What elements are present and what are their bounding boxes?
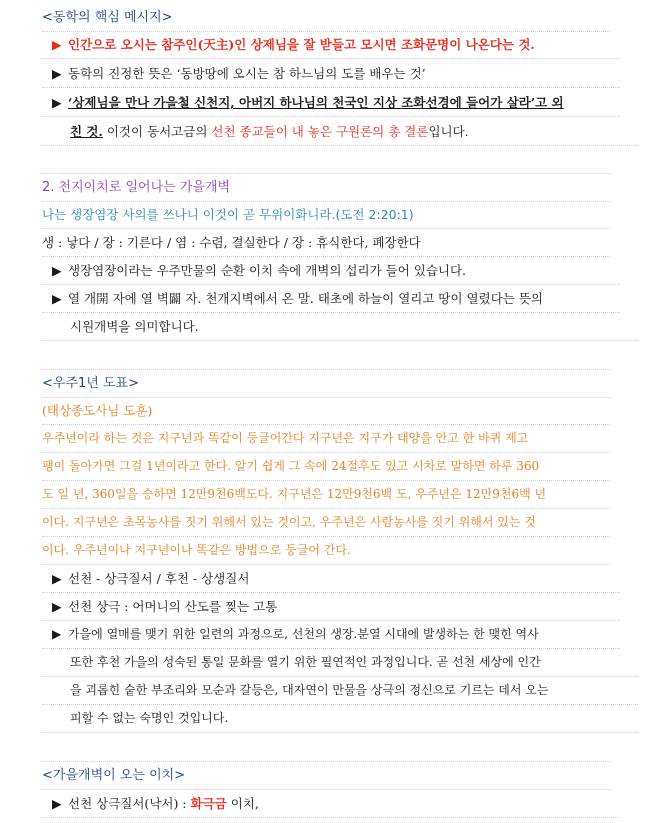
core-message-title: <동학의 핵심 메시지> [42,4,610,32]
bullet-arrow-icon: ▶ [52,37,62,52]
bullet-arrow-icon: ▶ [52,95,62,110]
cosmic-year-paragraph-line: 이다. 지구년은 초목농사를 짓기 위해서 있는 것이고, 우주년은 사람농사를 짓기 위해서 있는 것 [42,509,610,537]
spacer [42,733,610,762]
cosmic-year-paragraph-line: 우주년이라 하는 것은 지구년과 똑같이 둥글어간다 지구년은 지구가 태양을 안고 한 바퀴 제고 [42,425,610,453]
bullet-arrow-icon: ▶ [52,291,62,306]
cosmic-item-3-continued: 피할 수 없는 숙명인 것입니다. [42,705,638,733]
bullet-arrow-icon: ▶ [52,599,62,614]
cosmic-item-2: ▶ 선천 상극 : 어머니의 산도를 찢는 고통 [42,593,620,621]
bullet-arrow-icon: ▶ [52,263,62,278]
cosmic-item-3: ▶ 가을에 열매를 맺기 위한 일련의 과정으로, 선천의 생장.분열 시대에 발생하는 한 맺힌 역사 [42,621,620,649]
autumn-opening-title: 2. 천지이치로 일어나는 가을개벽 [42,174,610,202]
bullet-arrow-icon: ▶ [52,571,62,586]
cosmic-item-3-continued: 을 괴롭힌 숱한 부조리와 모순과 갈등은, 대자연이 만물을 상극의 정신으로 기르는 데서 오는 [42,677,638,705]
cosmic-year-paragraph-line: 팽이 돌아가면 그걸 1년이라고 한다. 알기 쉽게 그 속에 24절후도 있고 시차로 말하면 하루 360 [42,453,610,481]
spacer [42,341,610,370]
heaven-item-2: ▶ 열 개開 자에 열 벽闢 자. 천개지벽에서 온 말. 태초에 하늘이 열리고 땅이 열렸다는 뜻의 [42,285,620,313]
cosmic-item-1: ▶ 선천 - 상극질서 / 후천 - 상생질서 [42,565,620,593]
core-item-2: ▶ 동학의 진정한 뜻은 ‘동방땅에 오시는 참 하느님의 도를 배우는 것’ [42,60,620,88]
autumn-item-1: ▶ 선천 상극질서(낙서) : 화극금 이치, [42,790,620,818]
cosmic-item-3-continued: 또한 후천 가을의 성숙된 통일 문화를 열기 위한 필연적인 과정입니다. 곧 선천 세상에 인간 [42,649,638,677]
spacer [42,146,610,174]
heaven-item-2-continued: 시원개벽을 의미합니다. [42,313,638,341]
bullet-arrow-icon: ▶ [52,796,62,811]
cosmic-year-source: (태상종도사님 도훈) [42,397,610,425]
cosmic-year-paragraph-line: 도 일 년, 360일을 승하면 12만9천6백도다. 지구년은 12만9천6백 도, 우주년은 12만9천6백 년 [42,481,610,509]
cosmic-year-title: <우주1년 도표> [42,370,610,398]
saengjang-definition: 생 : 낳다 / 장 : 기른다 / 염 : 수렴, 결실한다 / 장 : 휴식한다, 폐장한다 [42,229,610,257]
heaven-item-1: ▶ 생장염장이라는 우주만물의 순환 이치 속에 개벽의 섭리가 들어 있습니다. [42,257,620,285]
dojeon-quote: 나는 생장염장 사의를 쓰나니 이것이 곧 무위이화니라.(도전 2:20:1) [42,201,610,229]
core-item-1: ▶ 인간으로 오시는 참주인(天主)인 상제님을 잘 받들고 모시면 조화문명이 나온다는 것. [42,31,620,59]
core-item-3-continued: 친 것. 이것이 동서고금의 선천 종교들이 내 놓은 구원론의 총 결론입니다. [42,118,638,146]
autumn-principle-title: <가을개벽이 오는 이치> [42,762,610,790]
cosmic-year-paragraph-line: 이다. 우주년이나 지구년이나 똑같은 방법으로 둥글어 간다. [42,537,610,565]
bullet-arrow-icon: ▶ [52,627,62,641]
core-item-3: ▶ ‘상제님을 만나 가을철 신천지, 아버지 하나님의 천국인 지상 조화선경에 들어가 살라’고 외 [42,89,620,117]
bullet-arrow-icon: ▶ [52,66,62,81]
